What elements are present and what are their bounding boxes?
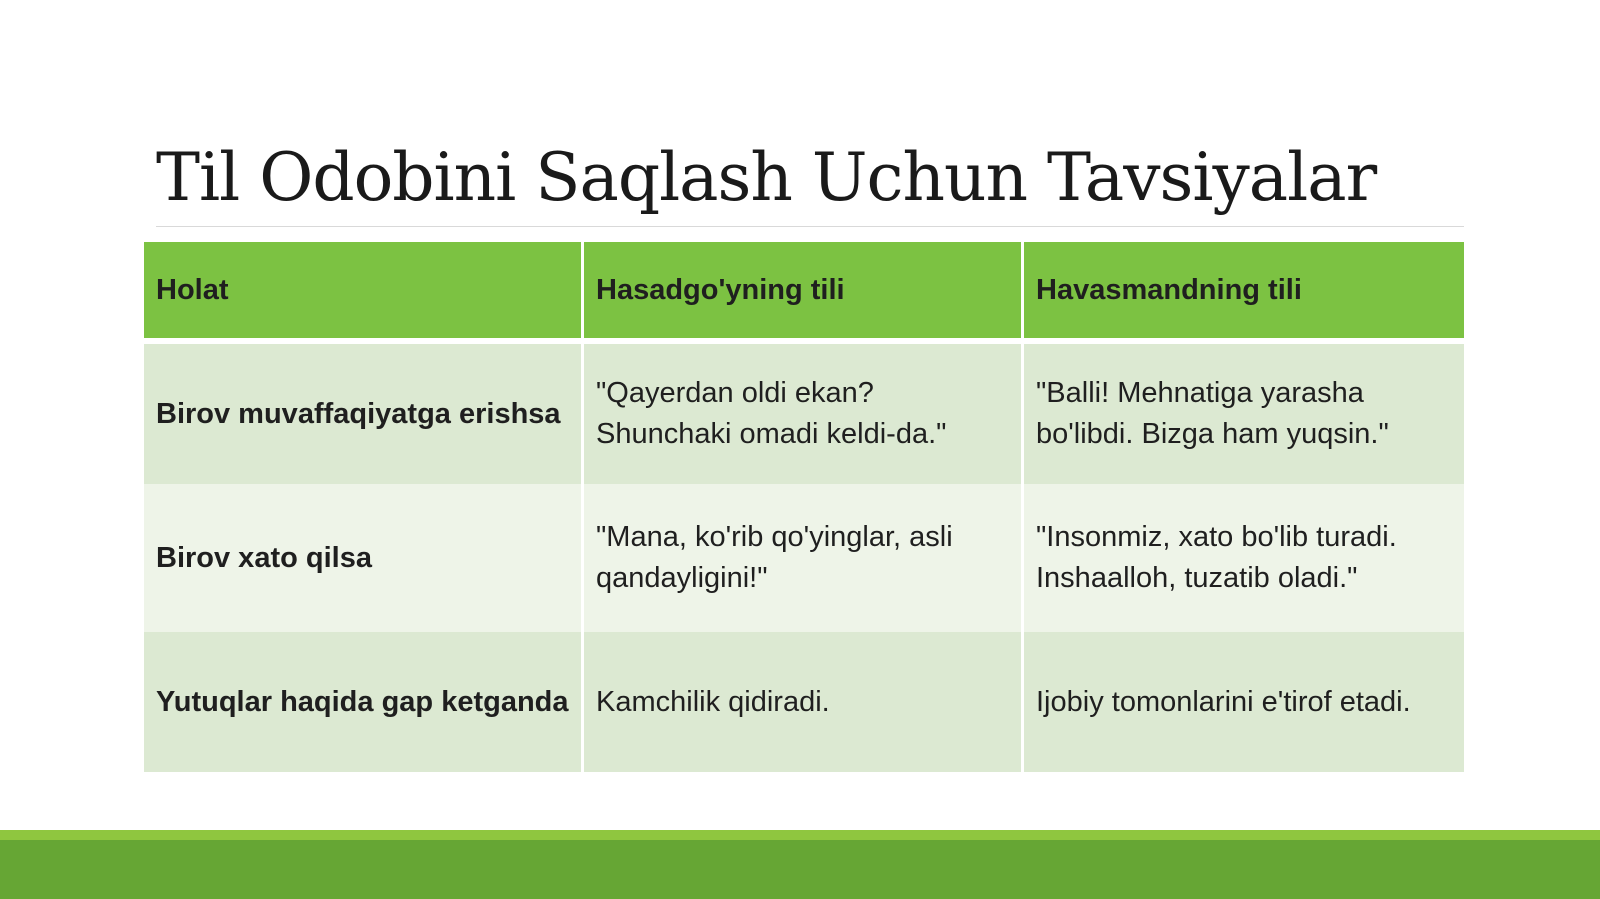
table-cell-admirer: Ijobiy tomonlarini e'tirof etadi.	[1024, 632, 1464, 772]
table-cell-situation: Birov xato qilsa	[144, 484, 584, 632]
table-row	[144, 484, 1464, 632]
header-cell-admirer-speech: Havasmandning tili	[1024, 242, 1464, 344]
table-cell-situation: Birov muvaffaqiyatga erishsa	[144, 344, 584, 484]
table-cell-envious: "Qayerdan oldi ekan? Shunchaki omadi keldi-da."	[584, 344, 1024, 484]
header-cell-situation: Holat	[144, 242, 584, 344]
table-cell-situation: Yutuqlar haqida gap ketganda	[144, 632, 584, 772]
table-cell-envious: "Mana, ko'rib qo'yinglar, asli qandayligini!"	[584, 484, 1024, 632]
comparison-table	[144, 242, 1464, 772]
table-cell-admirer: "Insonmiz, xato bo'lib turadi. Inshaalloh, tuzatib oladi."	[1024, 484, 1464, 632]
table-cell-envious: Kamchilik qidiradi.	[584, 632, 1024, 772]
title-divider	[156, 226, 1464, 227]
table-row	[144, 344, 1464, 484]
header-cell-envious-speech: Hasadgo'yning tili	[584, 242, 1024, 344]
footer-bar	[0, 840, 1600, 899]
page-title: Til Odobini Saqlash Uchun Tavsiyalar	[156, 139, 1377, 216]
table-row	[144, 632, 1464, 772]
table-header-row	[144, 242, 1464, 344]
footer-accent-stripe	[0, 830, 1600, 840]
table-cell-admirer: "Balli! Mehnatiga yarasha bo'libdi. Bizga ham yuqsin."	[1024, 344, 1464, 484]
